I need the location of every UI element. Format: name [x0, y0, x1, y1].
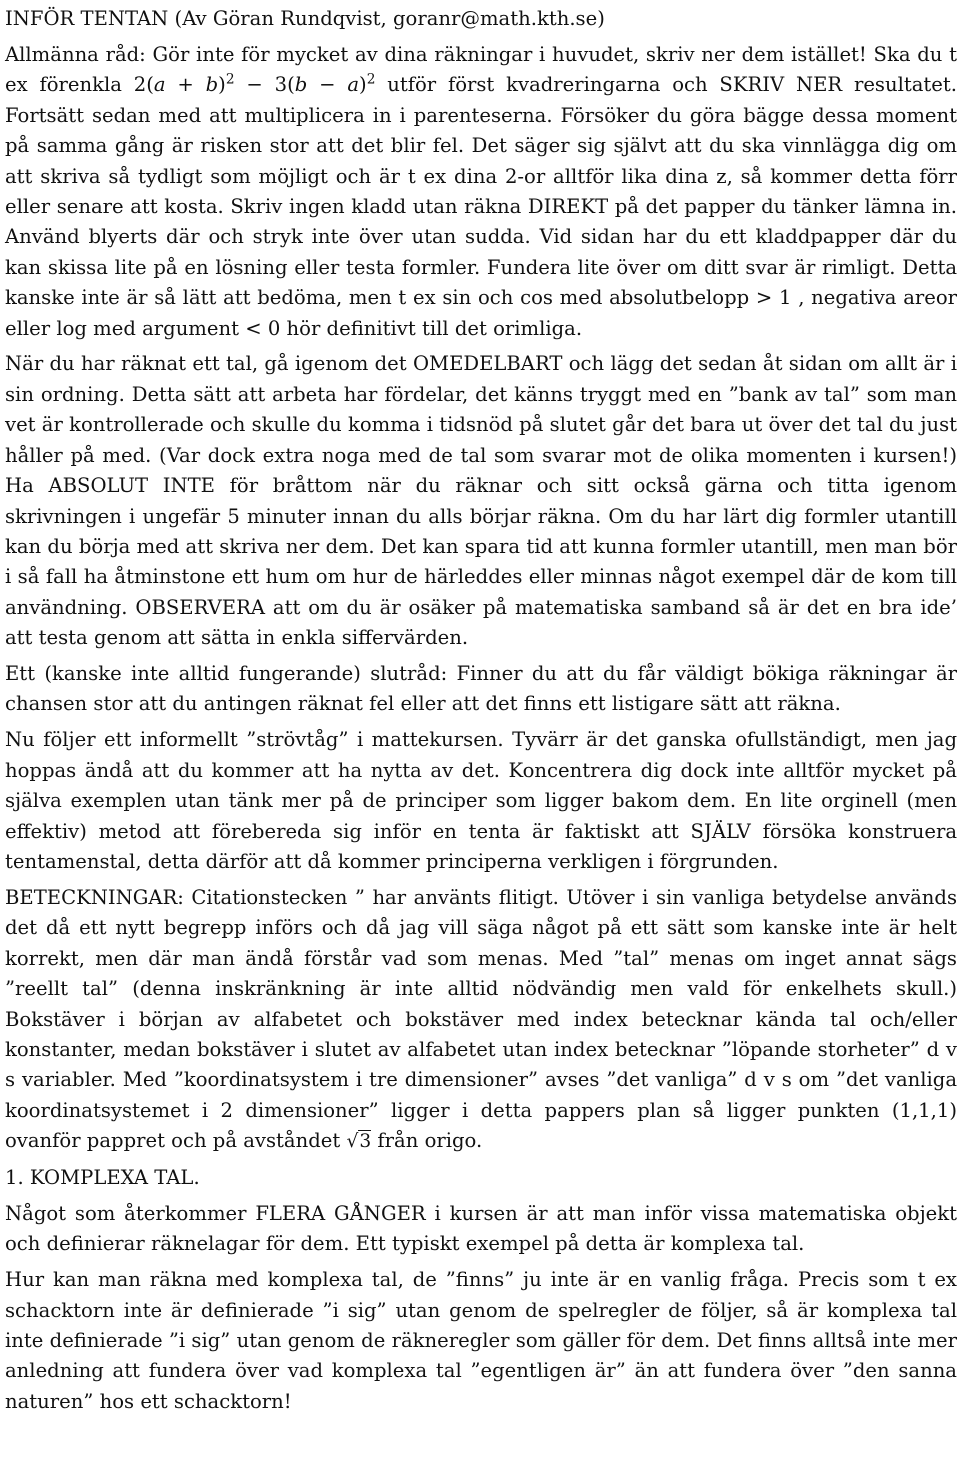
complex-intro-paragraph: Något som återkommer FLERA GÅNGER i kursen är att man inför vissa matematiska objekt och definierar räknelagar för dem. Ett typiskt exempel på detta är komplexa tal. — [5, 1201, 957, 1256]
document-title: INFÖR TENTAN (Av Göran Rundqvist, goranr@math.kth.se) — [5, 7, 605, 30]
formula-coeff-1: 2( — [133, 73, 154, 97]
formula-paren-close-1: ) — [218, 73, 226, 97]
formula-exponent-2: 2 — [366, 71, 376, 88]
final-advice-paragraph: Ett (kanske inte alltid fungerande) slutråd: Finner du att du får väldigt bökiga räkningar är chansen stor att du antingen räknat fel eller att det finns ett listigare sätt att räkna. — [5, 662, 957, 716]
notation-text: BETECKNINGAR: Citationstecken ” har använts flitigt. Utöver i sin vanliga betydelse används det då ett nytt begrepp införs och då jag vill säga något på ett sätt som kanske inte är helt korrekt, men där man ändå förstår vad som menas. Med ”tal” menas om inget annat sägs ”reellt tal” (denna inskränkning är inte alltid nödvändig men vald för enkelhets skull.) Bokstäver i början av alfabetet och bokstäver med index betecknar kända tal och/eller konstanter, medan bokstäver i slutet av alfabetet utan index betecknar ”löpande storheter” d v s variabler. Med ”koordinatsystem i tre dimensioner” avses ”det vanliga” d v s om ”det vanliga koordinatsystemet i 2 dimensioner” ligger i detta pappers plan så ligger punkten (1,1,1) ovanför pappret och på avståndet — [5, 885, 957, 1153]
formula-var-a: a — [153, 73, 166, 97]
formula-coeff-2: 3( — [274, 73, 295, 97]
formula-var-b: b — [205, 73, 219, 97]
complex-definition-paragraph: Hur kan man räkna med komplexa tal, de ”finns” ju inte är en vanlig fråga. Precis som t ex schacktorn inte är definierade ”i sig” utan genom de spelregler de följer, så är komplexa tal inte definierade ”i sig” utan genom de räkneregler som gäller för dem. Det finns alltså inte mer anledning att fundera över vad komplexa tal ”egentligen är” än att fundera över ”den sanna naturen” hos ett schacktorn! — [5, 1268, 957, 1413]
formula-var-a-2: a — [347, 73, 360, 97]
formula-var-b-2: b — [294, 73, 308, 97]
section-heading: 1. KOMPLEXA TAL. — [5, 1166, 200, 1190]
simplify-formula — [134, 73, 376, 96]
advice-intro-text: Allmänna råd: Gör inte för mycket av dina räkningar i huvudet, skriv ner dem istället! Ska du t ex förenkla — [5, 42, 957, 97]
formula-exponent-1: 2 — [225, 71, 235, 88]
formula-minus: − — [234, 73, 275, 97]
sqrt-expression — [346, 1130, 371, 1152]
course-overview-paragraph: Nu följer ett informellt ”strövtåg” i mattekursen. Tyvärr är det ganska ofullständigt, men jag hoppas ändå att du kommer att ha nytta av det. Koncentrera dig dock inte alltför mycket på själva exemplen utan tänk mer på de principer som ligger bakom dem. En lite orginell (men effektiv) metod att förebereda sig inför en tenta är faktiskt att SJÄLV försöka konstruera tentamenstal, detta därför att då kommer principerna verkligen i förgrunden. — [5, 728, 957, 873]
notation-tail: från origo. — [371, 1129, 483, 1153]
sqrt-symbol: √ — [346, 1131, 359, 1153]
notation-paragraph — [5, 883, 957, 1158]
advice-rest-text: utför först kvadreringarna och SKRIV NER resultatet. Fortsätt sedan med att multiplicera in i parenteserna. Försöker du göra bägge dessa moment på samma gång är risken stor att det blir fel. Det säger sig självt att du ska vinnlägga dig om att skriva så tydligt som möjligt och är t ex dina 2-or alltför lika dina z, så kommer detta förr eller senare att kosta. Skriv ingen kladd utan räkna DIREKT på det papper du tänker lämna in. Använd blyerts där och stryk inte över utan sudda. Vid sidan har du ett kladdpapper där du kan skissa lite på en lösning eller testa formler. Fundera lite över om ditt svar är rimligt. Detta kanske inte är så lätt att bedöma, men t ex sin och cos med absolutbelopp > 1 , negativa areor eller log med argument < 0 hör definitivt till det orimliga. — [5, 73, 958, 340]
sqrt-argument: 3 — [359, 1131, 372, 1153]
formula-paren-close-2: ) — [359, 73, 367, 97]
work-method-paragraph: När du har räknat ett tal, gå igenom det OMEDELBART och lägg det sedan åt sidan om allt är i sin ordning. Detta sätt att arbeta har fördelar, det känns tryggt med en ”bank av tal” som man vet är kontrollerade och skulle du komma i tidsnöd på slutet går det bara ut över det tal du just håller på med. (Var dock extra noga med de tal som svarar mot de olika momenten i kursen!) Ha ABSOLUT INTE för bråttom när du räknar och sitt också gärna och titta igenom skrivningen i ungefär 5 minuter innan du alls börjar räkna. Om du har lärt dig formler utantill kan du börja med att skriva ner dem. Det kan spara tid att kunna formler utantill, men man bör i så fall ha åtminstone ett hum om hur de härleddes eller minnas något exempel där de kom till användning. OBSERVERA att om du är osäker på matematiska samband så är det en bra ide’ att testa genom att sätta in enkla siffervärden. — [5, 352, 957, 650]
formula-minus-2: − — [307, 73, 348, 97]
general-advice-paragraph — [5, 40, 957, 344]
formula-plus: + — [165, 73, 206, 97]
